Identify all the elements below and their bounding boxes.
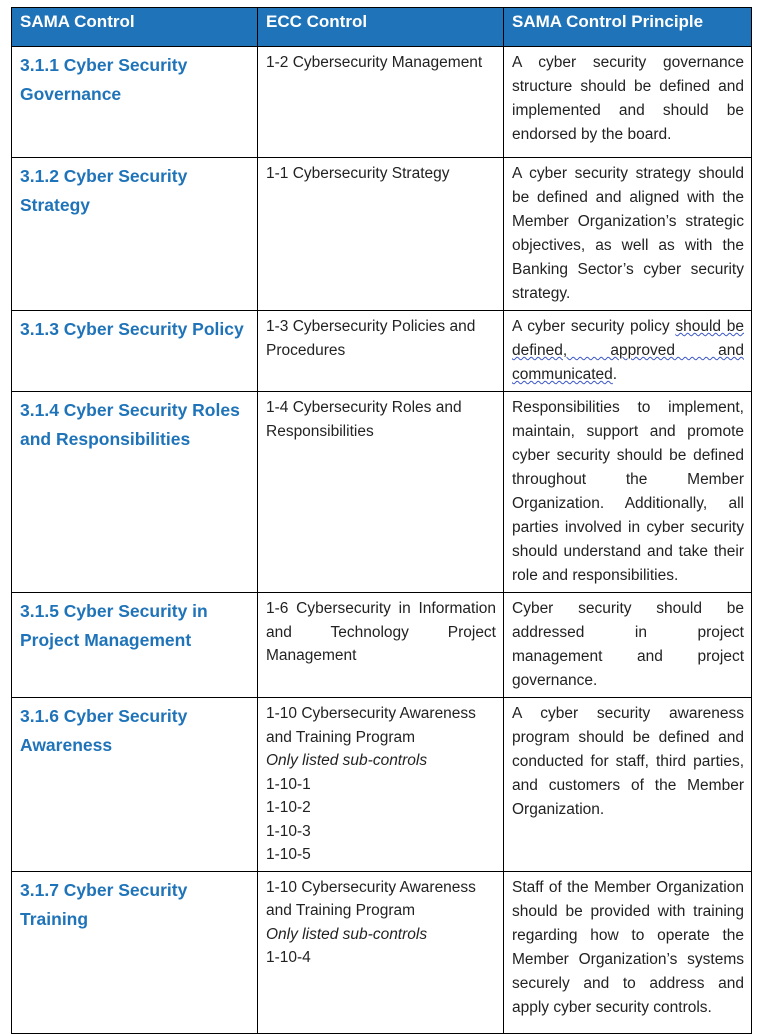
ecc-control-cell [258,392,504,593]
ecc-control-label: 1-10 Cybersecurity Awareness and Training Program [266,878,476,919]
ecc-control-label: 1-2 Cybersecurity Management [266,54,483,71]
principle-cell: Responsibilities to implement, maintain, support and promote cyber security should be defined throughout the Member Organization. Additionally, all parties involved in cyber security should understand and take their role and responsibilities. [504,392,752,593]
table-row [12,311,752,392]
principle-cell: A cyber security awareness program should be defined and conducted for staff, third parties, and customers of the Member Organization. [504,698,752,872]
ecc-control-cell [258,311,504,392]
ecc-control-cell [258,47,504,158]
principle-text: A cyber security policy [512,318,676,335]
ecc-sub-controls-note: Only listed sub-controls [266,925,428,943]
sama-control-cell: 3.1.1 Cyber Security Governance [12,47,258,158]
ecc-sub-controls-note: Only listed sub-controls [266,752,428,769]
table-row [12,871,752,1033]
table-row [12,593,752,698]
principle-cell: A cyber security governance structure should be defined and implemented and should be endorsed by the board. [504,47,752,158]
principle-text-end: . [612,366,618,383]
table-row [12,47,752,158]
control-mapping-table [11,7,752,1034]
header-ecc-control: ECC Control [258,8,504,47]
sama-control-cell: 3.1.5 Cyber Security in Project Management [12,593,258,698]
principle-cell: A cyber security strategy should be defined and aligned with the Member Organization’s strategic objectives, as well as with the Banking Sector’s cyber security strategy. [504,158,752,311]
ecc-control-label: 1-10 Cybersecurity Awareness and Training Program [266,705,476,746]
principle-cell: Staff of the Member Organization should be provided with training regarding how to operate the Member Organization’s systems securely and to address and apply cyber security controls. [504,871,752,1033]
sama-control-cell: 3.1.2 Cyber Security Strategy [12,158,258,311]
ecc-sub-control: 1-10-3 [266,822,311,840]
sama-control-cell: 3.1.6 Cyber Security Awareness [12,698,258,872]
ecc-control-label: 1-1 Cybersecurity Strategy [266,165,450,182]
ecc-control-label: 1-4 Cybersecurity Roles and Responsibilities [266,399,462,440]
sama-control-cell: 3.1.7 Cyber Security Training [12,871,258,1033]
sama-control-cell: 3.1.4 Cyber Security Roles and Responsibilities [12,392,258,593]
principle-cell [504,311,752,392]
header-sama-control-principle: SAMA Control Principle [504,8,752,47]
principle-underlined-text: should be defined, approved and communicated [512,318,744,383]
header-sama-control: SAMA Control [12,8,258,47]
table-row [12,392,752,593]
table-row [12,158,752,311]
header-row [12,8,752,47]
ecc-control-cell [258,871,504,1033]
ecc-control-cell [258,158,504,311]
ecc-sub-control: 1-10-5 [266,846,311,863]
ecc-sub-control: 1-10-4 [266,949,311,966]
table-row [12,698,752,872]
ecc-sub-control: 1-10-1 [266,775,311,793]
sama-control-cell: 3.1.3 Cyber Security Policy [12,311,258,392]
ecc-control-cell [258,593,504,698]
ecc-control-cell [258,698,504,872]
ecc-control-label: 1-6 Cybersecurity in Information and Technology Project Management [266,600,496,664]
ecc-control-label: 1-3 Cybersecurity Policies and Procedures [266,318,476,359]
principle-cell: Cyber security should be addressed in project management and project governance. [504,593,752,698]
ecc-sub-control: 1-10-2 [266,799,311,816]
